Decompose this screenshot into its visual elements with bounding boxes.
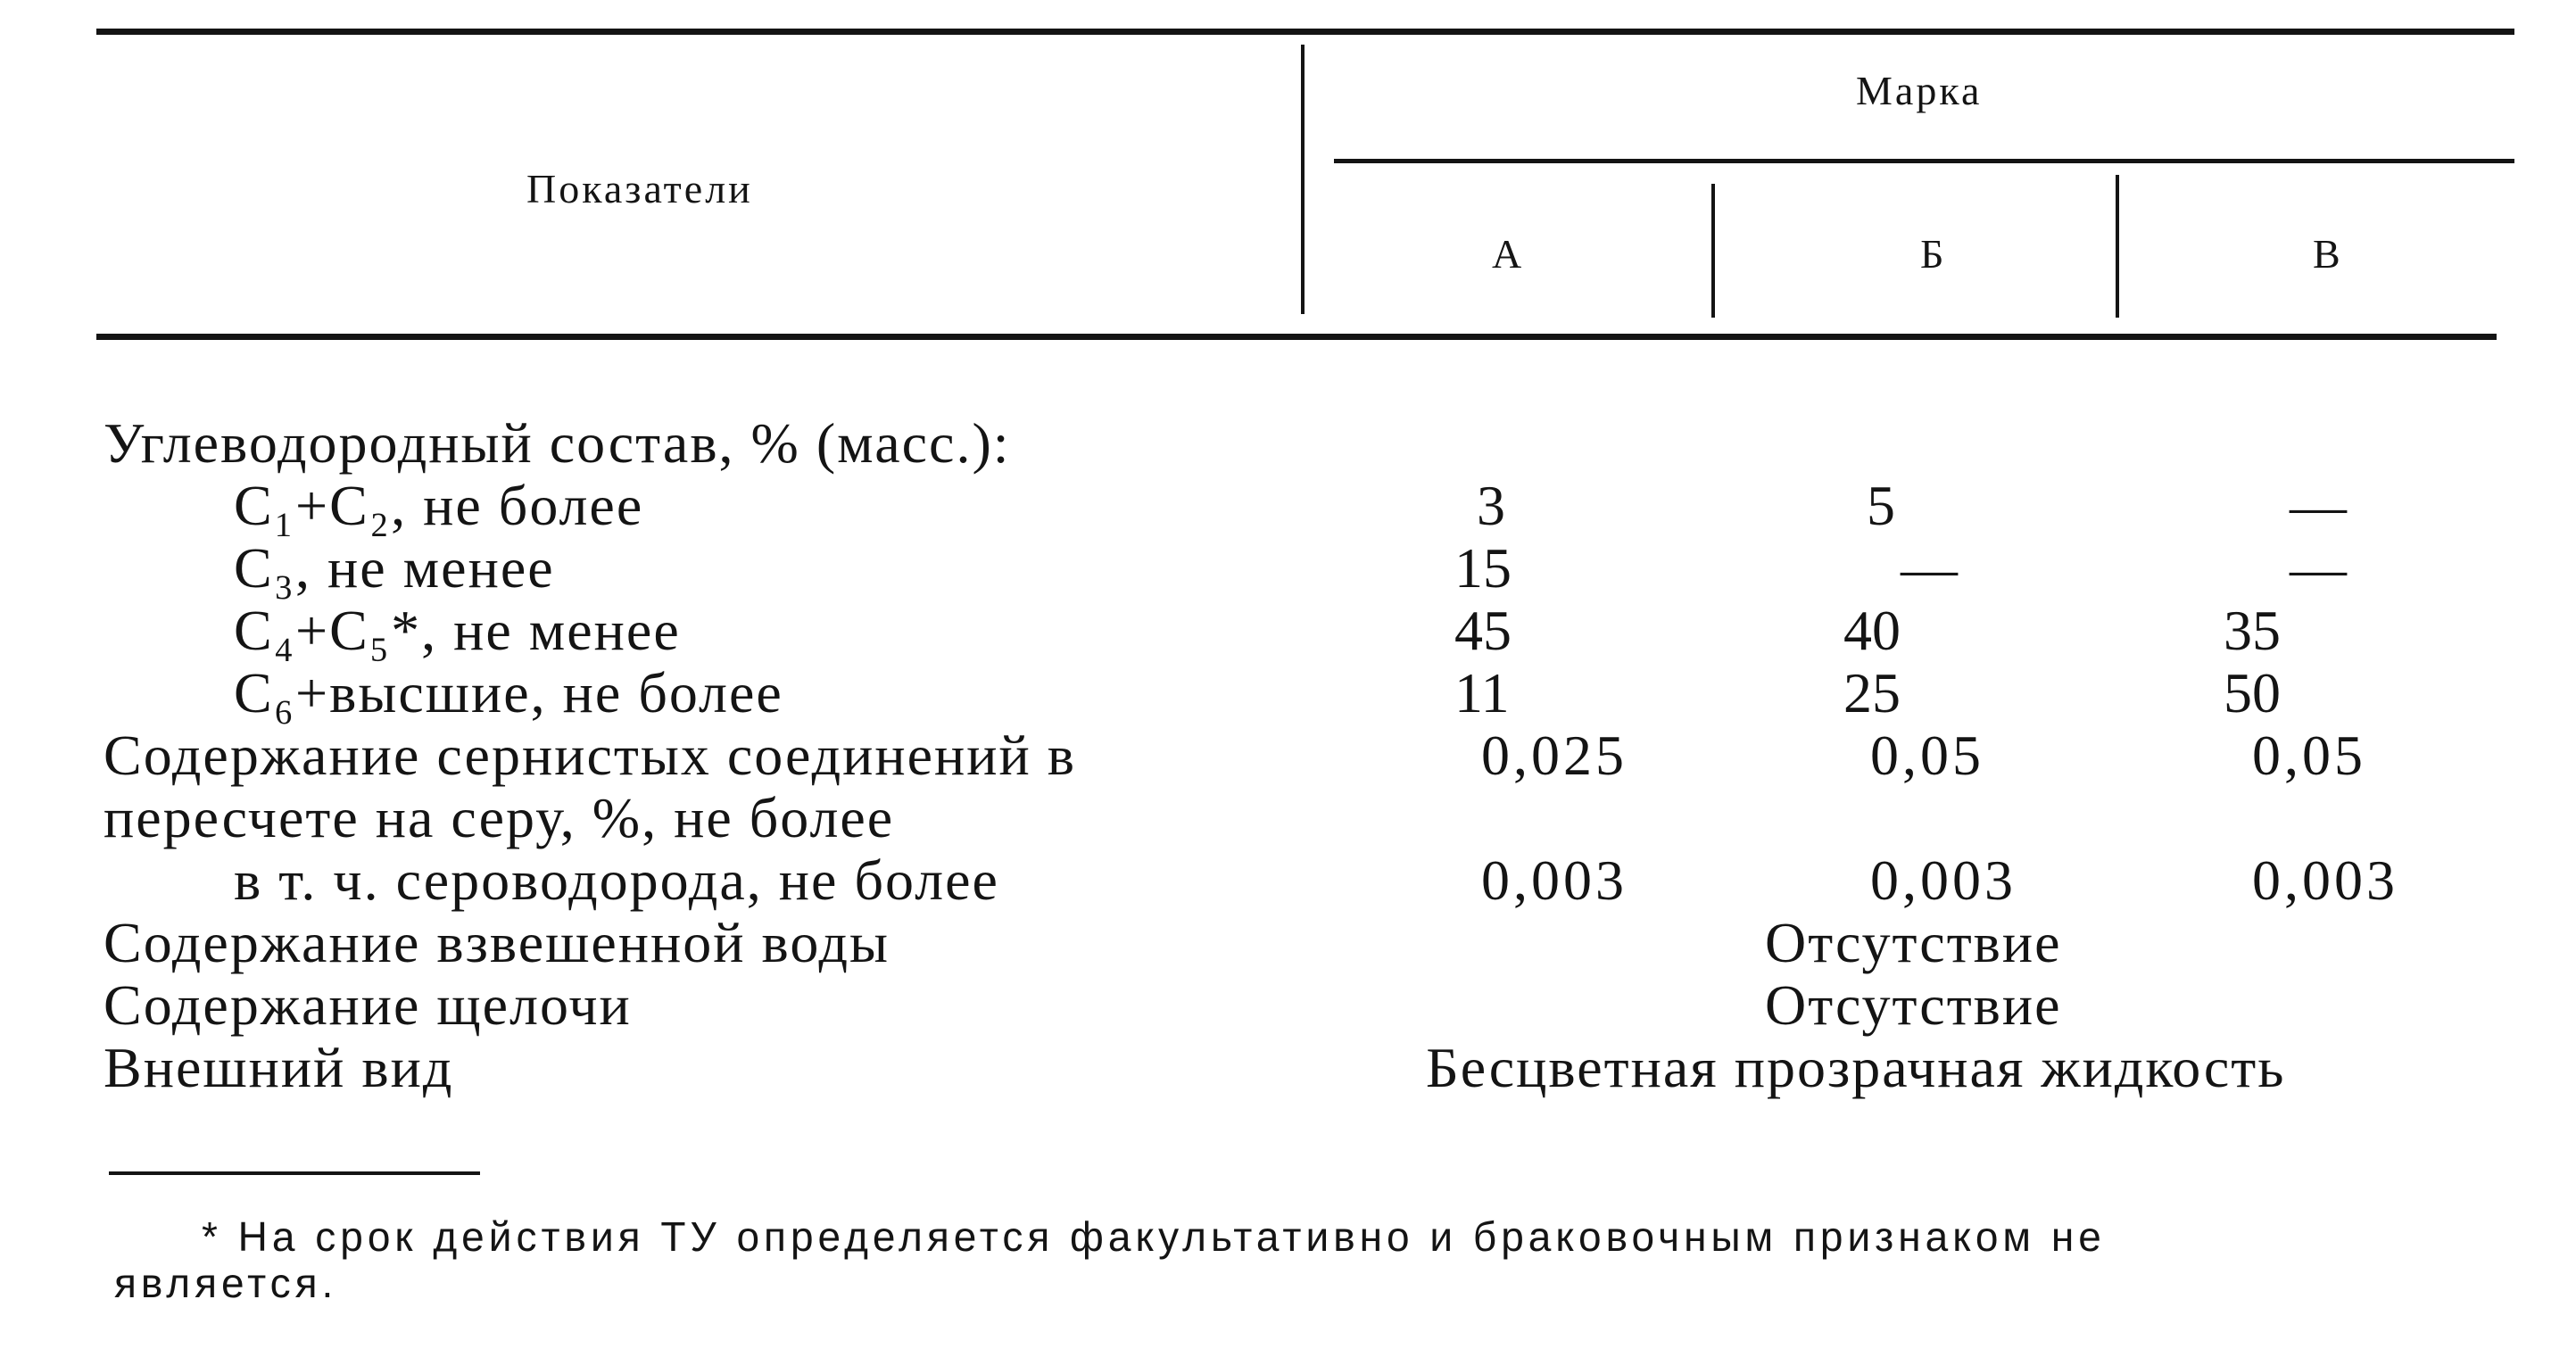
c6-grade-b: 25 bbox=[1843, 661, 1901, 724]
sulfur-grade-a: 0,025 bbox=[1481, 724, 1628, 787]
row-c3-label: С₃, не менее bbox=[234, 536, 555, 600]
h2s-grade-b: 0,003 bbox=[1870, 848, 2017, 912]
sulfur-grade-b: 0,05 bbox=[1870, 724, 1984, 787]
footnote-line1: * На срок действия ТУ определяется факультативно и браковочным признаком не bbox=[202, 1213, 2106, 1260]
footnote-line2: является. bbox=[114, 1260, 338, 1306]
header-grade-v: В bbox=[2313, 231, 2343, 277]
footnote-separator bbox=[109, 1171, 480, 1175]
grade-b-c-divider bbox=[2116, 175, 2119, 318]
c6-grade-v: 50 bbox=[2224, 661, 2281, 724]
row-sulfur-label-line2: пересчете на серу, %, не более bbox=[104, 786, 895, 849]
row-c1c2-label: С₁+С₂, не более bbox=[234, 474, 644, 537]
header-grade-group: Марка bbox=[1856, 68, 1983, 113]
c4c5-grade-b: 40 bbox=[1843, 599, 1901, 662]
c1c2-grade-a: 3 bbox=[1477, 474, 1505, 537]
header-column-divider bbox=[1301, 45, 1305, 314]
h2s-grade-a: 0,003 bbox=[1481, 848, 1628, 912]
c1c2-grade-b: 5 bbox=[1867, 474, 1895, 537]
table-top-rule bbox=[96, 29, 2514, 35]
row-h2s-label: в т. ч. сероводорода, не более bbox=[234, 848, 999, 912]
grade-a-b-divider bbox=[1711, 184, 1715, 318]
header-indicators: Показатели bbox=[526, 166, 753, 211]
c1c2-grade-v: — bbox=[2290, 474, 2347, 537]
row-alkali-label: Содержание щелочи bbox=[104, 973, 632, 1037]
row-appearance-label: Внешний вид bbox=[104, 1036, 454, 1099]
header-grade-b: Б bbox=[1920, 231, 1947, 277]
appearance-value: Бесцветная прозрачная жидкость bbox=[1426, 1036, 2286, 1099]
row-water-label: Содержание взвешенной воды bbox=[104, 911, 890, 974]
row-c6-label: С₆+высшие, не более bbox=[234, 661, 783, 724]
water-value: Отсутствие bbox=[1765, 911, 2062, 974]
h2s-grade-v: 0,003 bbox=[2252, 848, 2398, 912]
header-grade-a: А bbox=[1492, 231, 1525, 277]
c3-grade-b: — bbox=[1901, 536, 1958, 600]
c4c5-grade-v: 35 bbox=[2224, 599, 2281, 662]
grade-group-rule bbox=[1334, 159, 2514, 163]
c4c5-grade-a: 45 bbox=[1454, 599, 1512, 662]
row-c4c5-label: С₄+С₅*, не менее bbox=[234, 599, 681, 662]
c3-grade-v: — bbox=[2290, 536, 2347, 600]
c3-grade-a: 15 bbox=[1454, 536, 1512, 600]
table-header-bottom-rule bbox=[96, 334, 2497, 340]
alkali-value: Отсутствие bbox=[1765, 973, 2062, 1037]
c6-grade-a: 11 bbox=[1454, 661, 1510, 724]
row-sulfur-label-line1: Содержание сернистых соединений в bbox=[104, 724, 1076, 787]
row-hydrocarbon-heading: Углеводородный состав, % (масс.): bbox=[104, 411, 1011, 475]
sulfur-grade-v: 0,05 bbox=[2252, 724, 2366, 787]
